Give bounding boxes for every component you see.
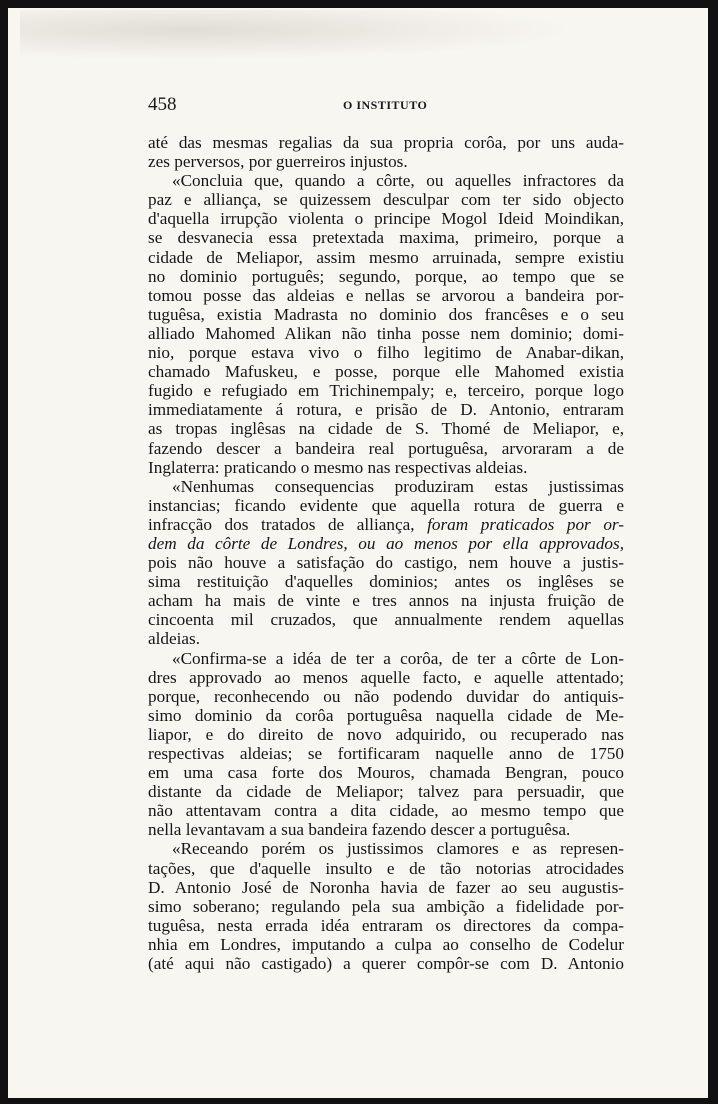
text-line-roman: (até aqui não castigado) a querer compôr-se com D. Antonio [148,954,624,974]
text-line [148,439,624,458]
text-line-roman: dres approvado ao menos aquelle facto, e aquelle attentado; [148,667,624,687]
text-line-roman: as tropas inglêsas na cidade de S. Thomé de Meliapor, e, [148,419,624,439]
scan-border-top [0,0,718,8]
text-line-roman: fugido e refugiado em Trichinempaly; e, terceiro, porque logo [148,381,624,401]
text-line-roman: zes perversos, por guerreiros injustos. [148,152,408,172]
text-line [148,649,624,668]
text-line [148,744,624,763]
scan-border-left [0,0,8,1104]
text-line [148,133,624,152]
text-line [148,324,624,343]
scan-smudge [20,10,580,60]
text-line [148,477,624,496]
text-line [148,954,624,973]
text-line [148,419,624,438]
text-line [148,286,624,305]
text-line [148,190,624,209]
text-line [148,553,624,572]
scan-border-right [708,0,718,1104]
page-header [148,94,624,118]
text-line-roman: em uma casa forte dos Mouros, chamada Bengran, pouco [148,763,624,783]
text-line-roman: porque, reconhecendo ou não podendo duvidar do antiquis- [148,686,624,706]
text-line [148,381,624,400]
text-line [148,572,624,591]
text-line-roman: «Receando porém os justissimos clamores e as represen- [172,839,624,859]
text-line-roman: nella levantavam a sua bandeira fazendo descer a portuguêsa. [148,820,571,840]
text-line-italic: dem da côrte de Londres, ou ao menos por ella approvados, [148,533,624,553]
text-line-roman: nio, porque estava vivo o filho legitimo de Anabar-dikan, [148,343,624,363]
text-line [148,668,624,687]
text-line [148,534,624,553]
body-text [148,133,624,973]
text-line [148,859,624,878]
text-line-roman: «Concluia que, quando a côrte, ou aquelles infractores da [172,171,624,191]
text-line-roman: nhia em Londres, imputando a culpa ao conselho de Codelur [148,934,624,954]
text-line-roman: «Confirma-se a idéa de ter a corôa, de ter a côrte de Lon- [172,648,624,668]
text-line [148,725,624,744]
text-line-roman: no dominio português; segundo, porque, ao tempo que se [148,266,624,286]
text-line-roman: paz e alliança, se quizessem desculpar com ter sido objecto [148,190,624,210]
text-line-roman: tações, que d'aquelle insulto e de tão notorias atrocidades [148,858,624,878]
text-line-roman: simo dominio da corôa portuguêsa naquella cidade de Me- [148,705,624,725]
text-line [148,916,624,935]
page-number: 458 [148,94,177,115]
text-line [148,228,624,247]
scan-border-bottom [0,1098,718,1104]
text-line-roman: não attentavam contra a dita cidade, ao mesmo tempo que [148,801,624,821]
text-line-roman: acham ha mais de vinte e tres annos na injusta fruição de [148,591,624,611]
text-line [148,897,624,916]
text-line [148,591,624,610]
text-line [148,171,624,190]
running-title: O INSTITUTO [343,98,428,112]
text-line [148,935,624,954]
text-line [148,687,624,706]
text-line-roman: tomou posse das aldeias e nellas se arvorou a bandeira por- [148,285,624,305]
text-line [148,458,624,477]
text-line-roman: «Nenhumas consequencias produziram estas justissimas [172,476,624,496]
text-line [148,629,624,648]
text-line [148,248,624,267]
text-line [148,362,624,381]
text-line-roman: simo soberano; regulando pela sua ambição a fidelidade por- [148,896,624,916]
text-line [148,610,624,629]
text-line [148,305,624,324]
text-line [148,706,624,725]
text-line [148,820,624,839]
text-line-roman: distante da cidade de Meliapor; talvez para persuadir, que [148,782,624,802]
text-line [148,496,624,515]
text-line-roman: alliado Mahomed Alikan não tinha posse nem dominio; domi- [148,323,624,343]
text-line-roman: até das mesmas regalias da sua propria corôa, por uns auda- [148,133,624,152]
text-line [148,839,624,858]
text-line-roman: infracção dos tratados de alliança, [148,514,428,534]
text-line-roman: tuguêsa, existia Madrasta no dominio dos francêses e o seu [148,304,624,324]
text-line-roman: cincoenta mil cruzados, que annualmente rendem aquellas [148,610,624,630]
text-line [148,152,624,171]
text-line [148,878,624,897]
text-line [148,209,624,228]
text-line-roman: aldeias. [148,629,201,649]
text-line [148,400,624,419]
text-line-roman: tuguêsa, nesta errada idéa entraram os directores da compa- [148,915,624,935]
text-line-roman: chamado Mafuskeu, e posse, porque elle Mahomed existia [148,362,624,382]
text-line-roman: respectivas aldeias; se fortificaram naquelle anno de 1750 [148,744,624,763]
text-line [148,515,624,534]
text-line-roman: D. Antonio José de Noronha havia de fazer ao seu augustis- [148,877,624,897]
text-line-roman: instancias; ficando evidente que aquella rotura de guerra e [148,495,624,515]
text-line-roman: pois não houve a satisfação do castigo, nem houve a justis- [148,553,624,573]
text-line [148,763,624,782]
text-line-roman: liapor, e do direito de novo adquirido, ou recuperado nas [148,724,624,744]
text-line-roman: se desvanecia essa pretextada maxima, primeiro, porque a [148,228,624,248]
text-line-roman: fazendo descer a bandeira real portuguêsa, arvoraram a de [148,438,624,458]
text-line [148,343,624,362]
text-line [148,782,624,801]
text-line [148,267,624,286]
text-line-italic: foram praticados por or- [427,514,624,534]
text-line-roman: Inglaterra: praticando o mesmo nas respectivas aldeias. [148,457,528,477]
text-line-roman: d'aquella irrupção violenta o principe Mogol Ideid Moindikan, [148,209,624,229]
text-line [148,801,624,820]
text-line-roman: immediatamente á rotura, e prisão de D. Antonio, entraram [148,400,624,420]
text-line-roman: sima restituição d'aquelles dominios; antes os inglêses se [148,572,624,592]
text-line-roman: cidade de Meliapor, assim mesmo arruinada, sempre existiu [148,247,624,267]
